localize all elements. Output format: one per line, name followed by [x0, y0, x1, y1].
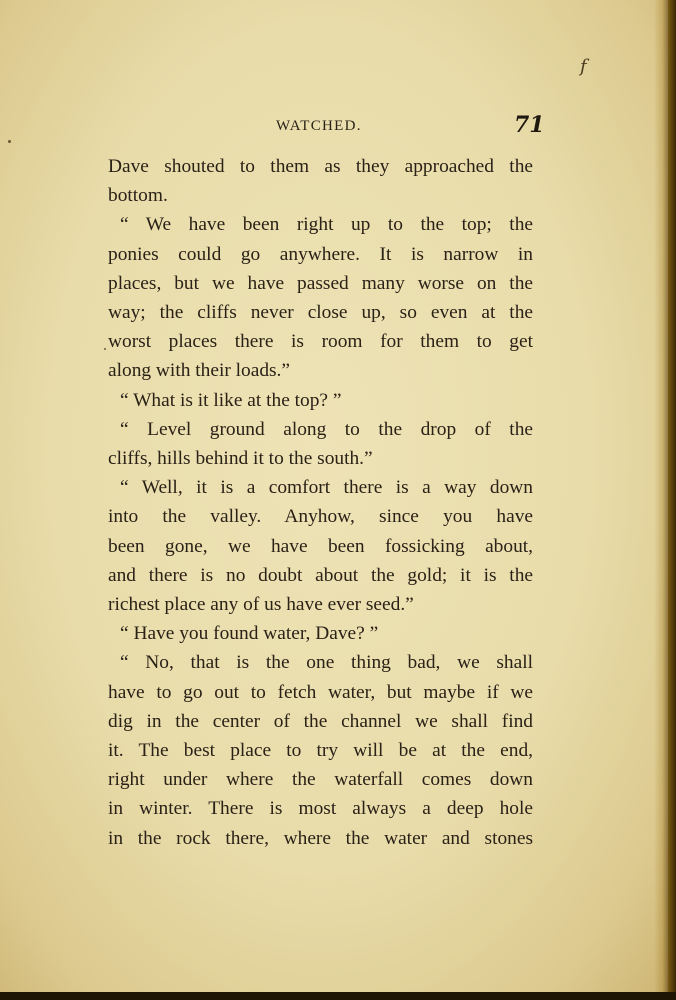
paper-speck: [104, 348, 106, 350]
text-line: dig in the center of the channel we shall find: [108, 710, 533, 732]
running-head: WATCHED.: [276, 118, 362, 134]
text-line: and there is no doubt about the gold; it is the: [108, 564, 533, 586]
text-line: bottom.: [108, 185, 168, 207]
text-line: “ Have you found water, Dave? ”: [120, 623, 379, 645]
text-line: ponies could go anywhere. It is narrow in: [108, 243, 533, 265]
page-number: 71: [514, 112, 545, 138]
text-line: have to go out to fetch water, but maybe if we: [108, 681, 533, 703]
corner-pencil-mark: f: [580, 56, 587, 77]
text-line: in winter. There is most always a deep hole: [108, 798, 533, 820]
text-line: “ Level ground along to the drop of the: [120, 418, 533, 440]
text-line: right under where the waterfall comes down: [108, 769, 533, 791]
text-line: it. The best place to try will be at the end,: [108, 740, 533, 762]
page-edge-bottom: [0, 992, 676, 1000]
page-edge-right: [668, 0, 676, 1000]
text-line: into the valley. Anyhow, since you have: [108, 506, 533, 528]
text-line: been gone, we have been fossicking about,: [108, 535, 533, 557]
text-line: in the rock there, where the water and stones: [108, 827, 533, 849]
text-line: cliffs, hills behind it to the south.”: [108, 448, 373, 470]
text-line: places, but we have passed many worse on the: [108, 272, 533, 294]
text-line: richest place any of us have ever seed.”: [108, 594, 414, 616]
paper-speck: [8, 140, 11, 143]
text-line: worst places there is room for them to get: [108, 331, 533, 353]
text-line: “ No, that is the one thing bad, we shall: [120, 652, 533, 674]
text-line: “ Well, it is a comfort there is a way down: [120, 477, 533, 499]
text-line: “ What is it like at the top? ”: [120, 389, 342, 411]
text-line: Dave shouted to them as they approached the: [108, 156, 533, 177]
text-line: way; the cliffs never close up, so even at the: [108, 302, 533, 324]
body-text: [108, 152, 533, 853]
text-line: “ We have been right up to the top; the: [120, 214, 533, 236]
text-line: along with their loads.”: [108, 360, 291, 382]
